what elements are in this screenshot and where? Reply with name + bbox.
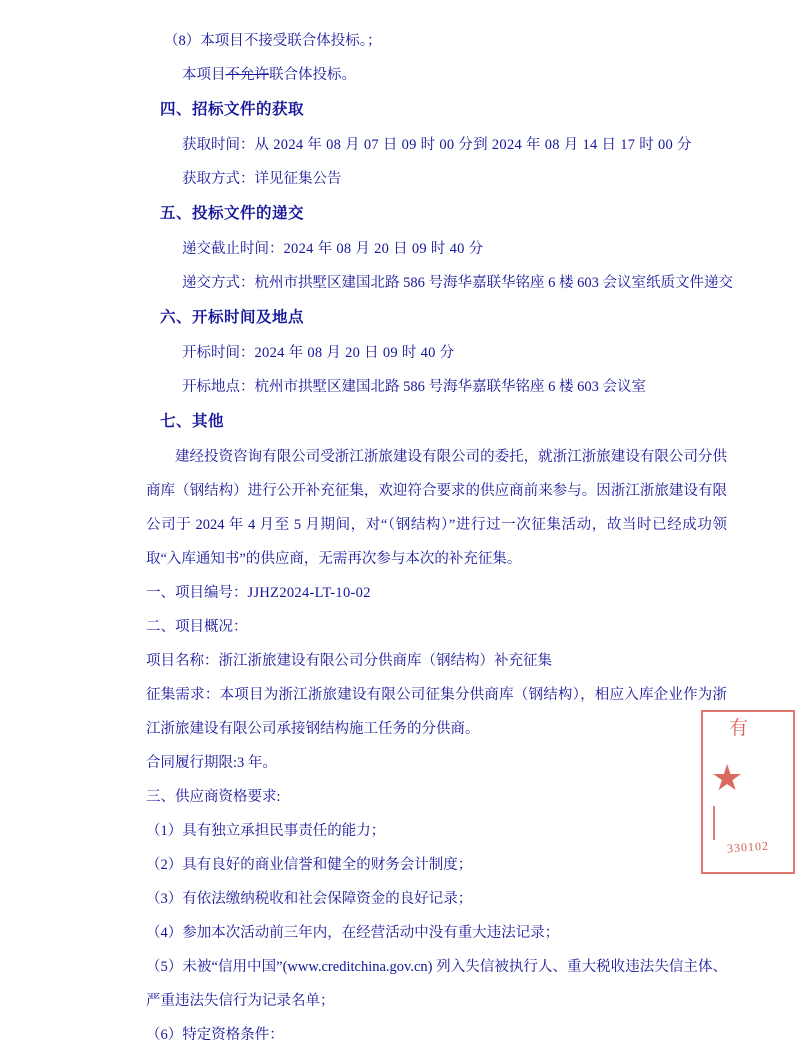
acquire-time-value: 从 2024 年 08 月 07 日 09 时 00 分到 2024 年 08 月 14 日 17 时 00 分 (254, 137, 692, 153)
submission-method-label: 递交方式： (182, 275, 255, 291)
bid-opening-time-value: 2024 年 08 月 20 日 09 时 40 分 (254, 345, 455, 361)
demand-paragraph (146, 678, 727, 746)
acquire-method-line (182, 162, 735, 196)
submission-deadline-value: 2024 年 08 月 20 日 09 时 40 分 (283, 241, 484, 257)
demand-label: 征集需求： (146, 687, 220, 703)
section-5-heading: 五、投标文件的递交 (160, 205, 305, 222)
section-6-heading: 六、开标时间及地点 (160, 309, 305, 326)
project-name-label: 项目名称： (146, 653, 219, 669)
project-number-label: 一、项目编号： (146, 585, 248, 601)
bid-opening-time-line (182, 336, 735, 370)
project-name-line (146, 644, 735, 678)
qualification-item: （3）有依法缴纳税收和社会保障资金的良好记录； (146, 891, 473, 907)
section-7-heading: 七、其他 (160, 413, 225, 430)
demand-value: 本项目为浙江浙旅建设有限公司征集分供商库（钢结构），相应入库企业作为浙江浙旅建设有限公司承接钢结构施工任务的分供商。 (146, 687, 728, 737)
submission-deadline-line (182, 232, 735, 266)
clause-8-sub-suffix: 联合体投标。 (269, 67, 356, 83)
contract-term-line: 合同履行期限:3 年。 (146, 755, 277, 771)
qualification-item: （4）参加本次活动前三年内，在经营活动中没有重大违法记录； (146, 925, 560, 941)
project-overview-label: 二、项目概况： (146, 619, 248, 635)
submission-method-value: 杭州市拱墅区建国北路 586 号海华嘉联华铭座 6 楼 603 会议室纸质文件递交 (254, 275, 733, 291)
seal-character: 有 (729, 718, 749, 739)
project-name-value: 浙江浙旅建设有限公司分供商库（钢结构）补充征集 (218, 653, 552, 669)
qualification-item: （6）特定资格条件： (146, 1027, 284, 1043)
bid-opening-place-value: 杭州市拱墅区建国北路 586 号海华嘉联华铭座 6 楼 603 会议室 (254, 379, 646, 395)
seal-star-icon: ★ (711, 758, 744, 798)
clause-8-sub-line (182, 58, 735, 92)
bid-opening-time-label: 开标时间： (182, 345, 255, 361)
acquire-time-label: 获取时间： (182, 137, 255, 153)
acquire-method-label: 获取方式： (182, 171, 255, 187)
clause-8-line: （8）本项目不接受联合体投标。； (164, 33, 382, 49)
section-7-intro-paragraph: 建经投资咨询有限公司受浙江浙旅建设有限公司的委托，就浙江浙旅建设有限公司分供商库（钢结构）进行公开补充征集，欢迎符合要求的供应商前来参与。因浙江浙旅建设有限公司于 2024 年 4 月至 5 月期间，对“（钢结构）”进行过一次征集活动，故当时已经成功领取“入库通知书”的供应商，无需再次参与本次的补充征集。 (146, 449, 727, 567)
qualification-item: （2）具有良好的商业信誉和健全的财务会计制度； (146, 857, 473, 873)
section-4-heading: 四、招标文件的获取 (160, 101, 305, 118)
seal-number: 330102 (726, 838, 770, 856)
project-number-value: JJHZ2024-LT-10-02 (247, 585, 371, 601)
clause-8-sub-prefix: 本项目 (182, 67, 226, 83)
submission-deadline-label: 递交截止时间： (182, 241, 284, 257)
project-number-line (146, 576, 735, 610)
acquire-method-value: 详见征集公告 (254, 171, 342, 187)
clause-8-sub-strikethrough: 不允许 (225, 67, 269, 83)
bid-opening-place-label: 开标地点： (182, 379, 255, 395)
bid-opening-place-line (182, 370, 735, 404)
acquire-time-line (182, 128, 735, 162)
submission-method-line (182, 266, 735, 300)
qualification-requirements-label: 三、供应商资格要求: (146, 789, 281, 805)
qualification-item: （5）未被“信用中国”(www.creditchina.gov.cn) 列入失信被执行人、重大税收违法失信主体、严重违法失信行为记录名单； (146, 959, 727, 1009)
qualification-item: （1）具有独立承担民事责任的能力； (146, 823, 386, 839)
